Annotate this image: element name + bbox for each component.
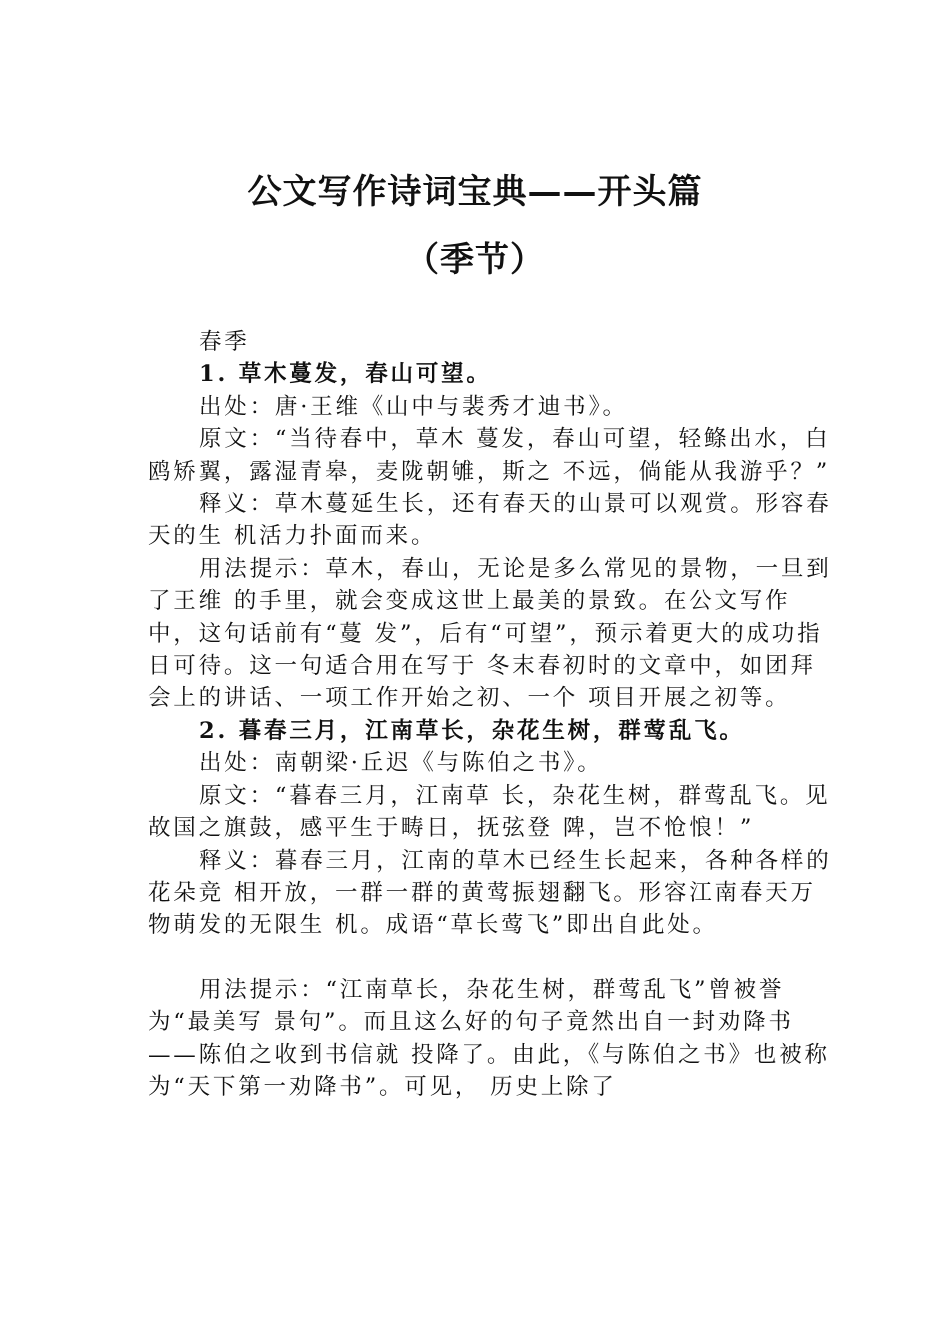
- document-title: 公文写作诗词宝典——开头篇: [247, 172, 703, 212]
- section-heading-spring: 春季: [199, 329, 250, 355]
- source-paragraph-1: 出处：唐·王维《山中与裴秀才迪书》。: [199, 393, 628, 420]
- poem-heading-1: 1. 草木蔓发，春山可望。: [199, 361, 492, 388]
- original-text-paragraph-2: 原文：“暮春三月，江南草 长，杂花生树，群莺乱飞。见故国之旗鼓，感平生于畴日，抚弦登 陴，岂不怆悢！”: [148, 782, 831, 842]
- usage-tip-paragraph-1: 用法提示：草木，春山，无论是多么常见的景物，一旦到了王维 的手里，就会变成这世上最美的景致。在公文写作中，这句话前有“蔓 发”，后有“可望”，预示着更大的成功指日可待。这一句适合用在写于 冬末春初时的文章中，如团拜会上的讲话、一项工作开始之初、一个 项目开展之初等。: [148, 555, 832, 712]
- original-text-paragraph-1: 原文：“当待春中，草木 蔓发，春山可望，轻鲦出水，白鸥矫翼，露湿青皋，麦陇朝雊，斯之 不远，倘能从我游乎？”: [148, 426, 831, 485]
- source-paragraph-2: 出处：南朝梁·丘迟《与陈伯之书》。: [199, 750, 603, 777]
- explanation-paragraph-1: 释义：草木蔓延生长，还有春天的山景可以观赏。形容春天的生 机活力扑面而来。: [148, 491, 832, 550]
- document-body: [148, 326, 832, 1103]
- explanation-paragraph-2: 释义：暮春三月，江南的草木已经生长起来，各种各样的花朵竞 相开放，一群一群的黄莺振翅翻飞。形容江南春天万物萌发的无限生 机。成语“草长莺飞”即出自此处。: [148, 847, 832, 939]
- poem-heading-2: 2. 暮春三月，江南草长，杂花生树，群莺乱飞。: [199, 717, 745, 744]
- document-subtitle: （季节）: [405, 240, 545, 280]
- usage-tip-paragraph-2: 用法提示：“江南草长，杂花生树，群莺乱飞”曾被誉为“最美写 景句”。而且这么好的句子竟然出自一封劝降书——陈伯之收到书信就 投降了。由此，《与陈伯之书》也被称为“天下第一劝降书”。可见， 历史上除了: [148, 976, 830, 1100]
